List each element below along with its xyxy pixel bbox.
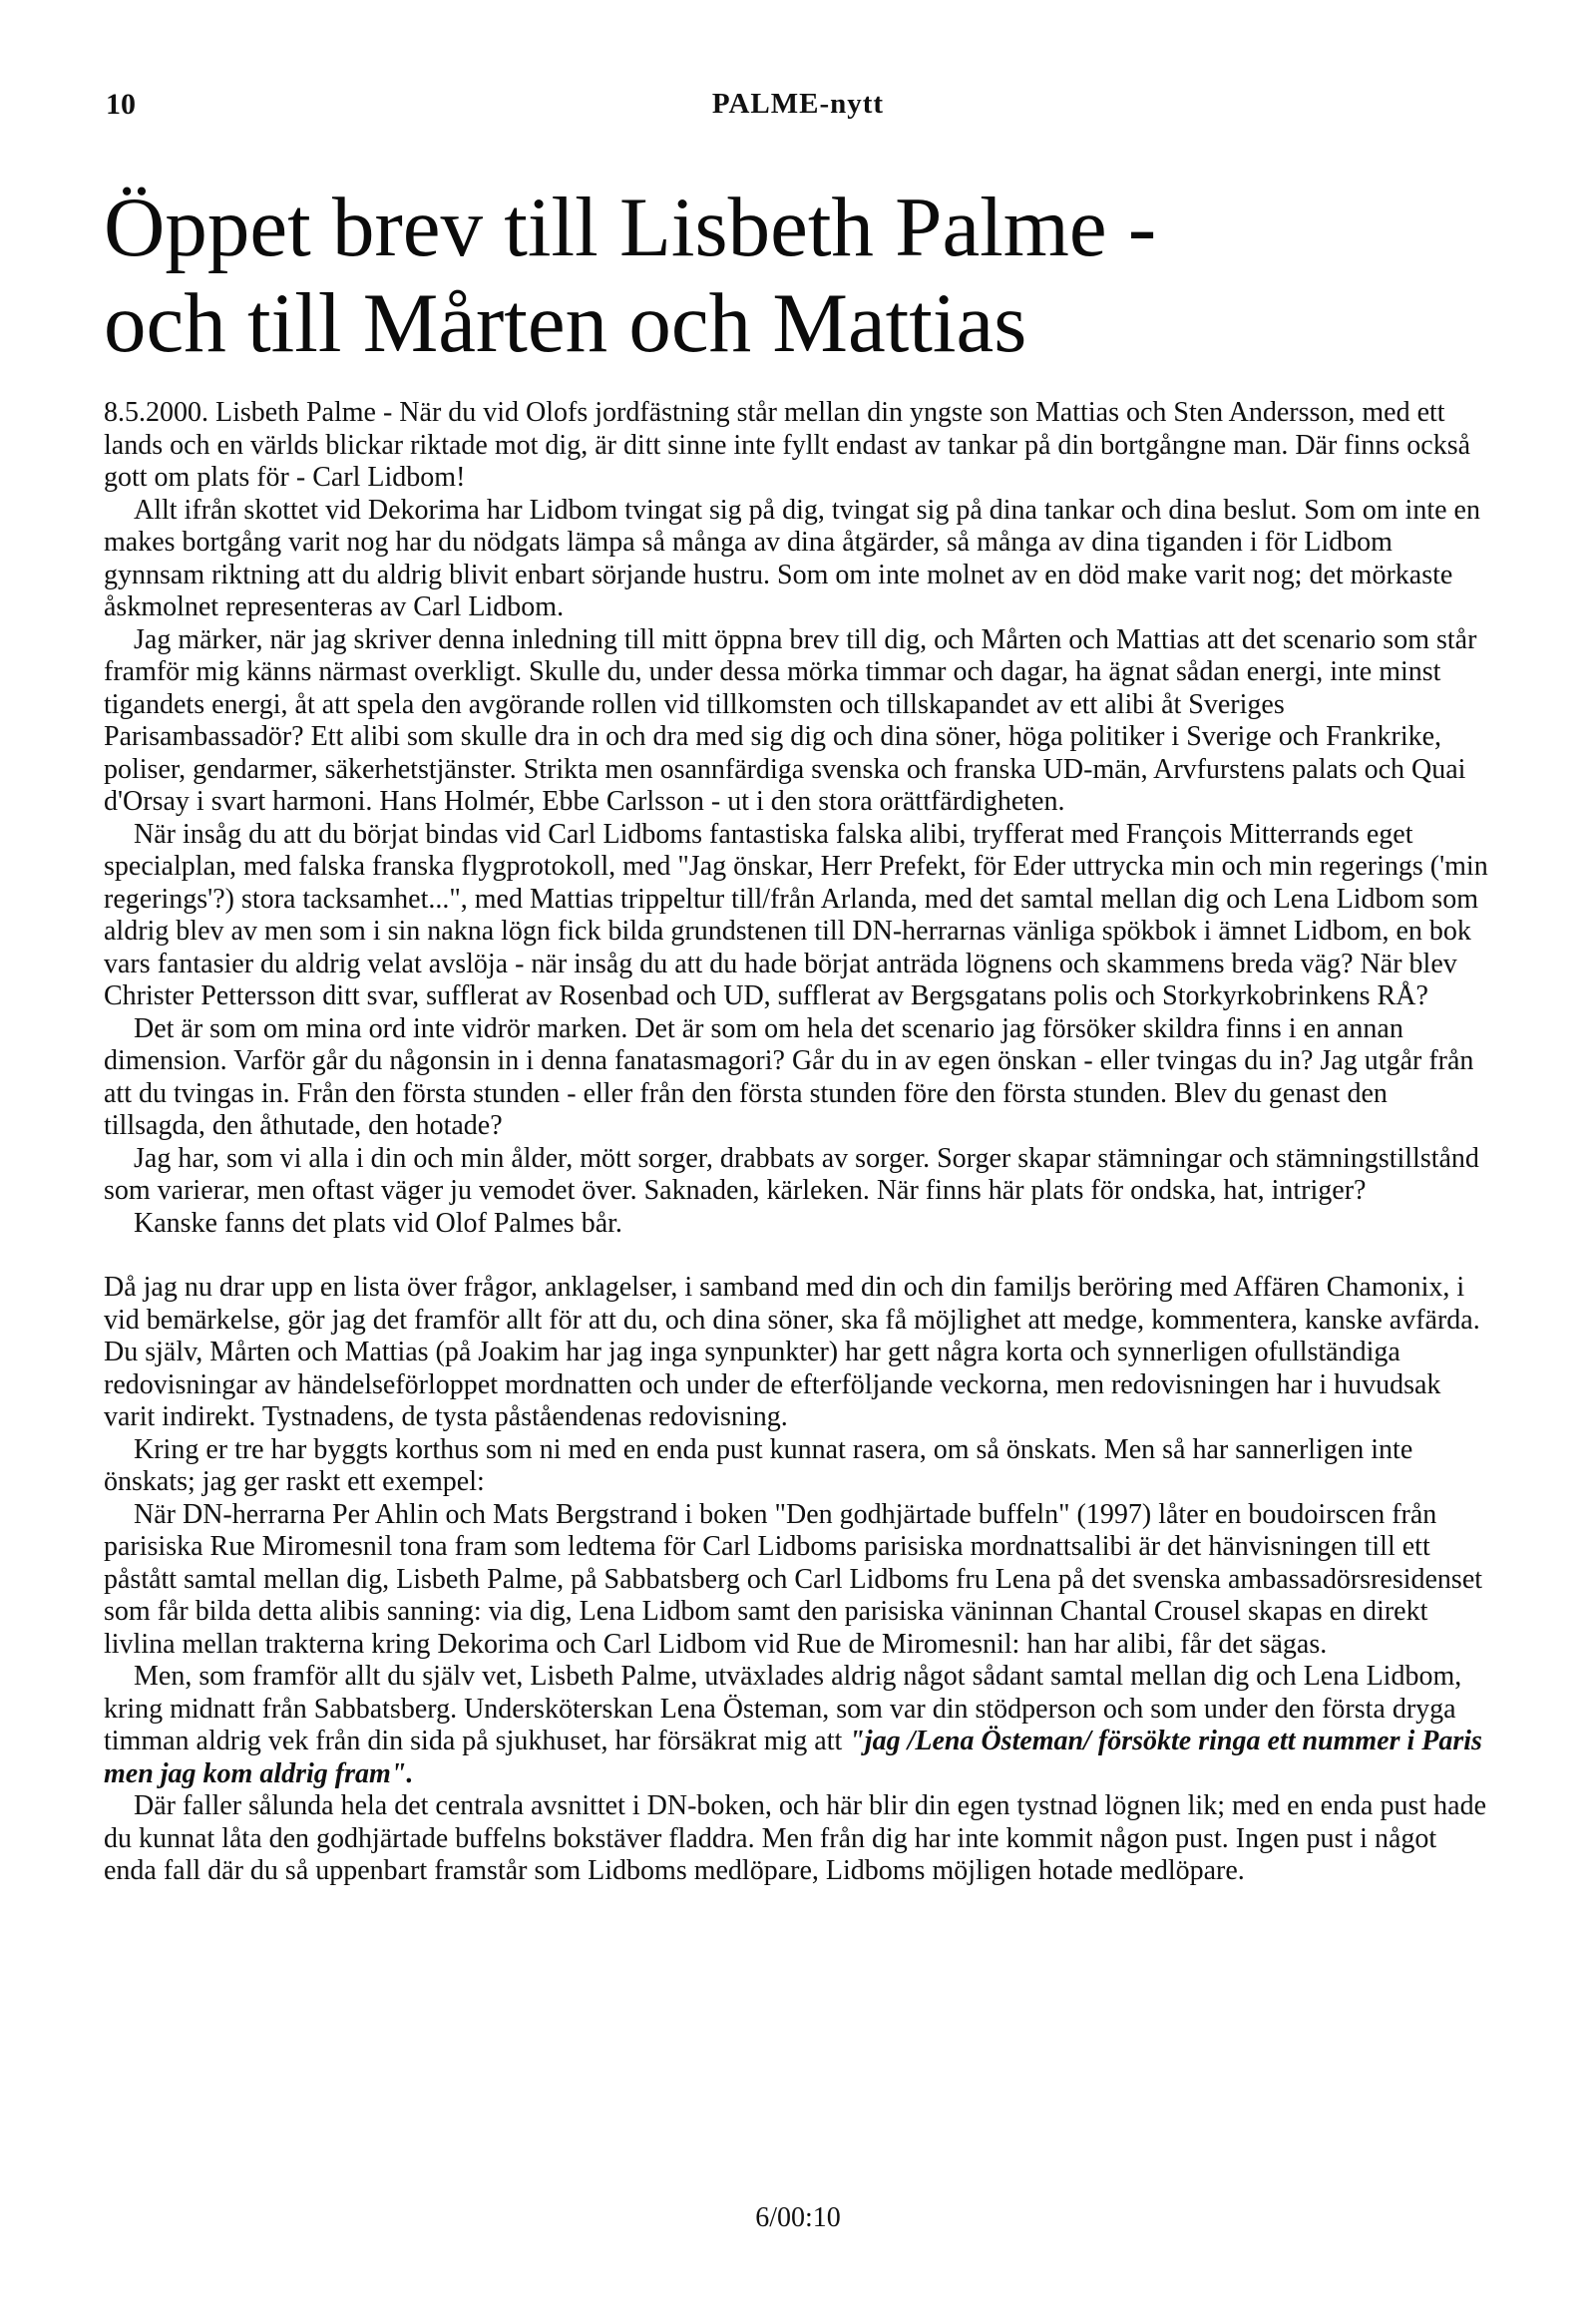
paragraph-11: [104, 1661, 1490, 1790]
paragraph-9: Kring er tre har byggts korthus som ni med en enda pust kunnat rasera, om så önskats. Men så har sannerligen inte önskats; jag ger raskt ett exempel:: [104, 1433, 1413, 1497]
paragraph-12: Där faller sålunda hela det centrala avsnittet i DN-boken, och här blir din egen tystnad lögnen lik; med en enda pust hade du kunnat låta den godhjärtade buffelns bokstäver fladdra. Men från dig har inte kommit någon pust. Ingen pust i något enda fall där du så uppenbart framstår som Lidboms medlöpare, Lidboms möjligen hotade medlöpare.: [104, 1790, 1486, 1886]
page-number: 10: [106, 88, 136, 121]
headline-line-1: Öppet brev till Lisbeth Palme -: [104, 181, 1157, 274]
paragraph-2: Allt ifrån skottet vid Dekorima har Lidbom tvingat sig på dig, tvingat sig på dina tankar och dina beslut. Som om inte en makes bortgång varit nog har du nödgats lämpa så många av dina åtgärder, så många av dina tiganden i för Lidbom gynnsam riktning att du aldrig blivit enbart sörjande hustru. Som om inte molnet av en död make varit nog; det mörkaste åskmolnet representeras av Carl Lidbom.: [104, 494, 1480, 622]
paragraph-5: Det är som om mina ord inte vidrör marken. Det är som om hela det scenario jag försöker skildra finns i en annan dimension. Varför går du någonsin in i denna fanatasmagori? Går du in av egen önskan - eller tvingas du in? Jag utgår från att du tvingas in. Från den första stunden - eller från den första stunden före den första stunden. Blev du genast den tillsagda, den åthutade, den hotade?: [104, 1012, 1474, 1141]
page-header: [0, 88, 1596, 128]
paragraph-1: 8.5.2000. Lisbeth Palme - När du vid Olofs jordfästning står mellan din yngste son Mattias och Sten Andersson, med ett lands och en världs blickar riktade mot dig, är ditt sinne inte fyllt endast av tankar på din bortgångne man. Där finns också gott om plats för - Carl Lidbom!: [104, 397, 1471, 493]
paragraph-4: När insåg du att du börjat bindas vid Carl Lidboms fantastiska falska alibi, tryfferat med François Mitterrands eget specialplan, med falska franska flygprotokoll, med "Jag önskar, Herr Prefekt, för Eder uttrycka min och min regerings ('min regerings'?) stora tacksamhet...", med Mattias trippeltur till/från Arlanda, med det samtal mellan dig och Lena Lidbom som aldrig blev av men som i sin nakna lögn fick bilda grundstenen till DN-herrarnas vänliga spökbok i ämnet Lidbom, en bok vars fantasier du aldrig velat avslöja - när insåg du att du hade börjat anträda lögnens och skammens breda väg? När blev Christer Pettersson ditt svar, sufflerat av Rosenbad och UD, sufflerat av Bergsgatans polis och Storkyrkobrinkens RÅ?: [104, 818, 1488, 1011]
page-footer-code: 6/00:10: [755, 2202, 841, 2233]
paragraph-6: Jag har, som vi alla i din och min ålder, mött sorger, drabbats av sorger. Sorger skapar stämningar och stämningstillstånd som varierar, men oftast väger ju vemodet över. Saknaden, kärleken. När finns här plats för ondska, hat, intriger?: [104, 1142, 1479, 1206]
paragraph-11-quote: "jag /Lena Östeman/ försökte ringa ett nummer i Paris men jag kom aldrig fram".: [104, 1726, 1482, 1789]
paragraph-7: Kanske fanns det plats vid Olof Palmes bår.: [134, 1207, 622, 1239]
paragraph-10: När DN-herrarna Per Ahlin och Mats Bergstrand i boken "Den godhjärtade buffeln" (1997) låter en boudoirscen från parisiska Rue Miromesnil tona fram som ledtema för Carl Lidboms parisiska mordnattsalibi är det hänvisningen till ett påstått samtal mellan dig, Lisbeth Palme, på Sabbatsberg och Carl Lidboms fru Lena på det svenska ambassadörsresidenset som får bilda detta alibis sanning: via dig, Lena Lidbom samt den parisiska väninnan Chantal Crousel skapas en direkt livlina mellan trakterna kring Dekorima och Carl Lidbom vid Rue de Miromesnil: han har alibi, får det sägas.: [104, 1498, 1483, 1660]
headline-line-2: och till Mårten och Mattias: [104, 276, 1027, 370]
article-body: [104, 397, 1490, 1888]
publication-title: PALME-nytt: [711, 88, 885, 120]
paragraph-8: Då jag nu drar upp en lista över frågor, anklagelser, i samband med din och din familjs beröring med Affären Chamonix, i vid bemärkelse, gör jag det framför allt för att du, och dina söner, ska få möjlighet att medge, kommentera, kanske avfärda. Du själv, Mårten och Mattias (på Joakim har jag inga synpunkter) har gett några korta och synnerligen ofullständiga redovisningar av händelseförloppet mordnatten och under de efterföljande veckorna, men redovisningen har i huvudsak varit indirekt. Tystnadens, de tysta påståendenas redovisning.: [104, 1272, 1480, 1432]
article-headline: [104, 180, 1520, 371]
paragraph-3: Jag märker, när jag skriver denna inledning till mitt öppna brev till dig, och Mårten och Mattias att det scenario som står framför mig känns närmast overkligt. Skulle du, under dessa mörka timmar och dagar, ha ägnat sådan energi, inte minst tigandets energi, åt att spela den avgörande rollen vid tillkomsten och tillskapandet av ett alibi åt Sveriges Parisambassadör? Ett alibi som skulle dra in och dra med sig dig och dina söner, höga politiker i Sverige och Frankrike, poliser, gendarmer, säkerhetstjänster. Strikta men osannfärdiga svenska och franska UD-män, Arvfurstens palats och Quai d'Orsay i svart harmoni. Hans Holmér, Ebbe Carlsson - ut i den stora orättfärdigheten.: [104, 623, 1477, 817]
paragraph-11-text: Men, som framför allt du själv vet, Lisbeth Palme, utväxlades aldrig något sådant samtal mellan dig och Lena Lidbom, kring midnatt från Sabbatsberg. Undersköterskan Lena Östeman, som var din stödperson och som under den första dryga timman aldrig vek från din sida på sjukhuset, har försäkrat mig att: [104, 1661, 1462, 1756]
